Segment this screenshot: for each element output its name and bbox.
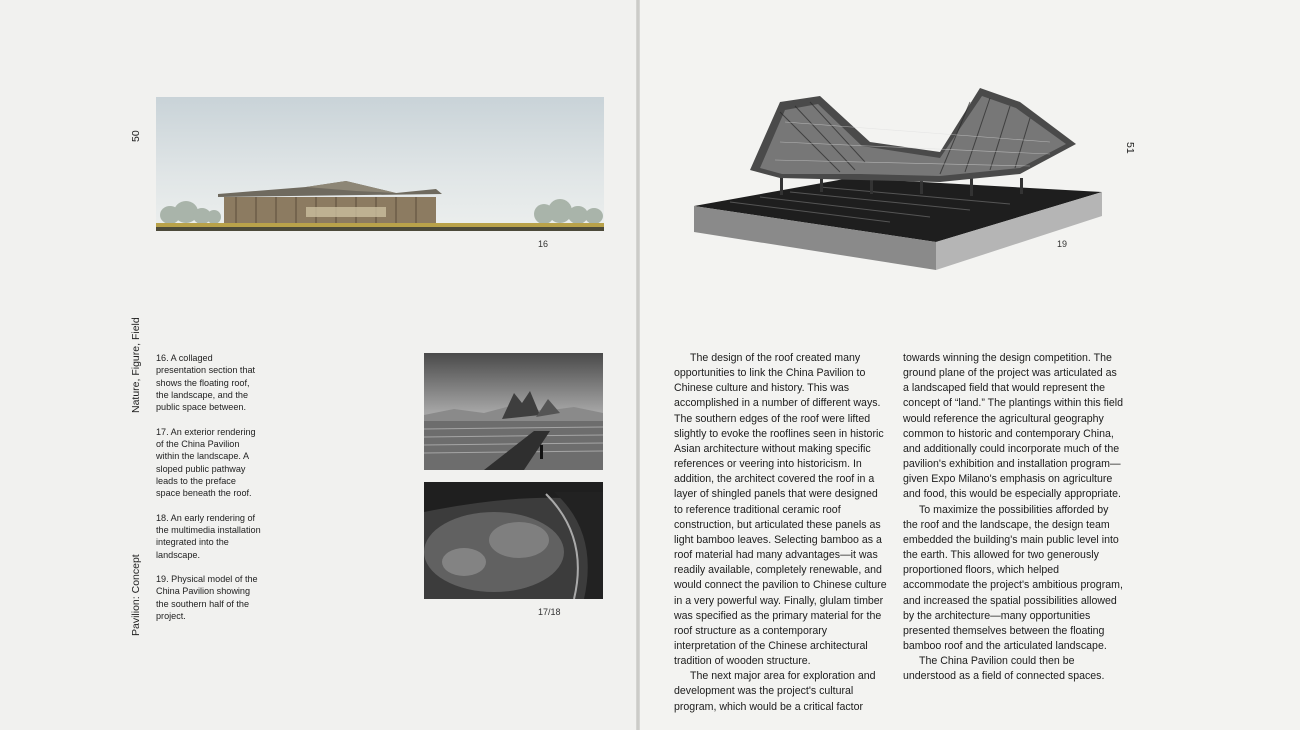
figure-16-label: 16 (538, 239, 549, 249)
section-title-pavilion-concept: Pavilion: Concept (130, 554, 142, 636)
figure-18-installation-rendering (424, 482, 603, 599)
caption-17: 17. An exterior rendering of the China Pavilion within the landscape. A sloped public pathway leads to the preface space beneath the roof. (156, 426, 256, 499)
figure-captions (156, 352, 262, 634)
body-text-column-1 (674, 351, 888, 715)
section-title-nature-figure-field: Nature, Figure, Field (130, 317, 142, 413)
paragraph: To maximize the possibilities afforded by the roof and the landscape, the design team embedded the building's main public level into the earth. This allowed for two generously proportioned floors, which helped accommodate the project's ambitious program, and increased the spatial possibilities allowed by the architecture—many opportunities presented themselves between the floating bamboo roof and the articulated landscape. (903, 503, 1123, 652)
figure-17-18-label: 17/18 (538, 607, 561, 617)
figure-19-label: 19 (1057, 239, 1068, 249)
page-number-right: 51 (1124, 142, 1136, 154)
body-text-column-2 (903, 351, 1125, 684)
figure-17-exterior-rendering (424, 353, 603, 470)
caption-16: 16. A collaged presentation section that shows the floating roof, the landscape, and the public space between. (156, 353, 256, 413)
paragraph: The design of the roof created many opportunities to link the China Pavilion to Chinese culture and history. This was accomplished in a number of different ways. The southern edges of the roof were lifted slightly to evoke the rooflines seen in historic Asian architecture without making specific references or veering into historicism. In addition, the architect covered the roof in a layer of shingled panels that were designed to reference traditional ceramic roof construction, but articulated these panels as light bamboo leaves. Selecting bamboo as a roof material had many advantages—it was readily available, completely renewable, and would connect the pavilion to Chinese culture in a very powerful way. Finally, glulam timber was specified as the primary material for the roof structure as a contemporary interpretation of the Chinese architectural tradition of wooden structure. (674, 352, 887, 668)
caption-18: 18. An early rendering of the multimedia installation integrated into the landscape. (156, 512, 261, 560)
paragraph: The next major area for exploration and development was the project's cultural program, which would be a critical factor (674, 670, 876, 713)
figure-19-physical-model (690, 82, 1102, 272)
figure-16-section-image (156, 97, 604, 231)
paragraph: towards winning the design competition. The ground plane of the project was articulated as a landscaped field that would represent the concept of “land.” The plantings within this field would reference the agricultural geography common to historic and contemporary China, and additionally could incorporate much of the pavilion's exhibition and installation program—given Expo Milano's emphasis on agriculture and food, this would be especially appropriate. (903, 352, 1124, 501)
page-number-left: 50 (130, 130, 142, 142)
caption-19: 19. Physical model of the China Pavilion showing the southern half of the project. (156, 574, 258, 621)
paragraph: The China Pavilion could then be understood as a field of connected spaces. (903, 655, 1105, 683)
